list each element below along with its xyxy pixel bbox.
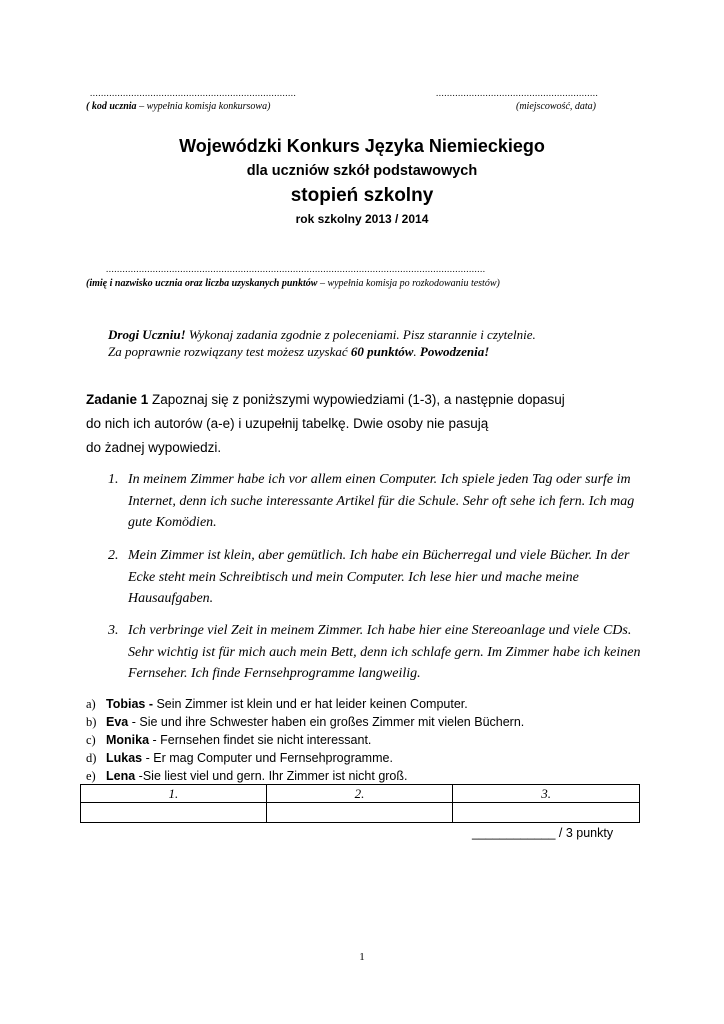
- answer-cell-1[interactable]: [81, 803, 267, 823]
- student-name-label-rest: – wypełnia komisja po rozkodowaniu testów): [317, 278, 500, 289]
- page-number: 1: [359, 951, 365, 963]
- statement-text: Ich verbringe viel Zeit in meinem Zimmer. Ich habe hier eine Stereoanlage und viele CDs. Sehr wichtig ist für mich auch mein Bett, denn ich schlafe gern. Im Zimmer habe ich keinen Fernseher. Ich finde Fernsehprogramme langweilig.: [128, 623, 641, 681]
- option-a: [86, 695, 468, 713]
- option-letter: e): [86, 769, 96, 783]
- task1-instr-1: Zapoznaj się z poniższymi wypowiedziami (1-3), a następnie dopasuj: [148, 392, 565, 407]
- option-c: [86, 731, 371, 749]
- contest-subtitle: dla uczniów szkół podstawowych: [246, 163, 478, 179]
- statement-text: Mein Zimmer ist klein, aber gemütlich. Ich habe ein Bücherregal und viele Bücher. In der Ecke steht mein Schreibtisch und mein Computer. Ich lese hier und mache meine Hausaufgaben.: [128, 548, 630, 606]
- place-date-dotted-line: ...........................................................: [436, 88, 599, 98]
- student-name-label-bold: (imię i nazwisko ucznia oraz liczba uzyskanych punktów: [86, 278, 318, 289]
- intro-line-1: [108, 326, 668, 343]
- intro-line-2: [108, 343, 668, 360]
- intro-good-luck: Powodzenia!: [419, 344, 490, 359]
- option-text: Sein Zimmer ist klein und er hat leider keinen Computer.: [153, 697, 468, 711]
- statement-number: 1.: [108, 472, 119, 487]
- answer-header-2: 2.: [266, 785, 453, 803]
- student-name-label: [86, 278, 500, 289]
- option-e: [86, 767, 408, 785]
- student-code-label-bold: ( kod ucznia: [86, 101, 137, 112]
- intro-greeting: Drogi Uczniu!: [108, 327, 186, 342]
- option-text: - Er mag Computer und Fernsehprogramme.: [142, 751, 393, 765]
- option-letter: d): [86, 751, 97, 765]
- answer-table-header-row: [81, 785, 640, 803]
- option-name: Lena: [106, 769, 136, 783]
- student-code-label: [86, 101, 270, 112]
- intro-instructions: Wykonaj zadania zgodnie z poleceniami. Pisz starannie i czytelnie.: [185, 327, 536, 342]
- option-name: Lukas: [106, 751, 143, 765]
- task1-label: Zadanie 1: [86, 392, 149, 407]
- answer-table-input-row: [81, 803, 640, 823]
- option-name: Monika: [106, 733, 150, 747]
- task1-instructions: [86, 388, 666, 460]
- option-text: - Fernsehen findet sie nicht interessant.: [149, 733, 372, 747]
- score-text: / 3 punkty: [555, 826, 614, 840]
- intro-points-text: Za poprawnie rozwiązany test możesz uzyskać: [108, 344, 351, 359]
- option-letter: c): [86, 733, 96, 747]
- task1-instr-line-1: [86, 388, 666, 412]
- option-name: Tobias -: [106, 697, 153, 711]
- statement-1: [108, 469, 648, 535]
- statement-text: In meinem Zimmer habe ich vor allem einen Computer. Ich spiele jeden Tag oder surfe im Internet, denn ich suche interessante Artikel für die Schule. Sehr oft sehe ich fern. Ich mag gute Komödien.: [128, 472, 635, 530]
- task1-score: [472, 826, 613, 840]
- task1-instr-line-2: do nich ich autorów (a-e) i uzupełnij tabelkę. Dwie osoby nie pasują: [86, 416, 489, 431]
- answer-cell-3[interactable]: [453, 803, 640, 823]
- option-b: [86, 713, 524, 731]
- option-text: - Sie und ihre Schwester haben ein großes Zimmer mit vielen Büchern.: [128, 715, 525, 729]
- statement-number: 2.: [108, 548, 119, 563]
- option-letter: b): [86, 715, 97, 729]
- option-text: -Sie liest viel und gern. Ihr Zimmer ist nicht groß.: [135, 769, 408, 783]
- option-letter: a): [86, 697, 96, 711]
- answer-header-1: 1.: [81, 785, 267, 803]
- answer-header-3: 3.: [453, 785, 640, 803]
- student-name-dotted-line: ..........................................................................................................................................: [106, 264, 486, 274]
- intro-text: [108, 326, 668, 360]
- option-d: [86, 749, 393, 767]
- contest-title: Wojewódzki Konkurs Języka Niemieckiego: [179, 136, 545, 156]
- statement-number: 3.: [108, 623, 119, 638]
- intro-separator: .: [413, 344, 420, 359]
- option-name: Eva: [106, 715, 129, 729]
- student-code-dotted-line: ...........................................................................: [90, 88, 297, 98]
- task1-instr-line-3: do żadnej wypowiedzi.: [86, 440, 222, 455]
- statement-3: [108, 620, 648, 686]
- statement-2: [108, 545, 648, 611]
- place-date-label: (miejscowość, data): [516, 101, 596, 112]
- answer-table: [80, 784, 640, 823]
- intro-points: 60 punktów: [350, 344, 414, 359]
- contest-stage: stopień szkolny: [290, 185, 434, 206]
- score-blank: ____________: [472, 826, 556, 840]
- student-code-note: – wypełnia komisja konkursowa): [136, 101, 271, 112]
- school-year: rok szkolny 2013 / 2014: [295, 212, 429, 226]
- answer-cell-2[interactable]: [266, 803, 453, 823]
